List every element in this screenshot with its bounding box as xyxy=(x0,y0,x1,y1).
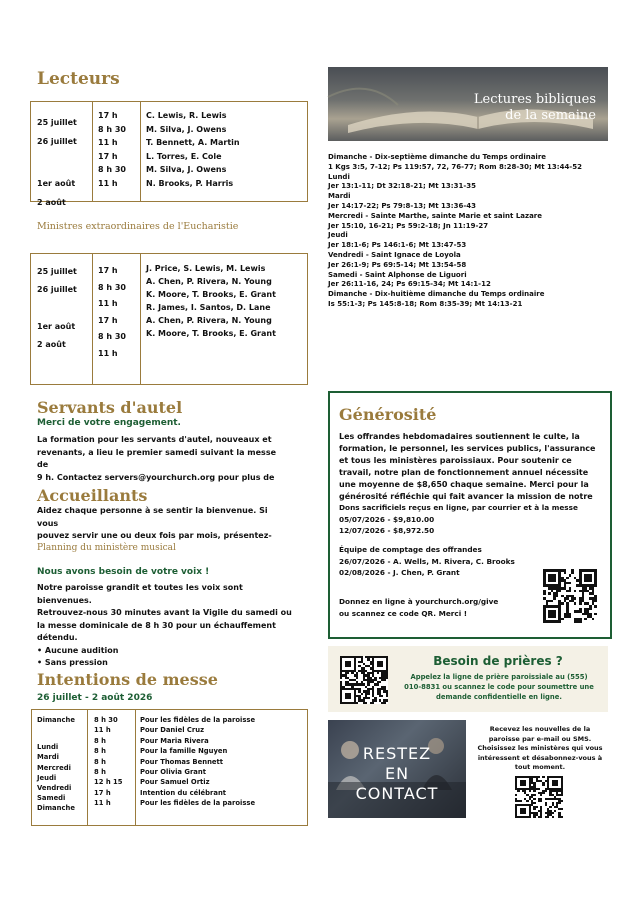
generosity-line: travail, notre plan de fonctionnement annuel nécessite xyxy=(339,468,589,477)
reading-line: Jer 26:11-16, 24; Ps 69:15-34; Mt 14:1-12 xyxy=(328,280,491,289)
contact-line: intéressent et désabonnez-vous à xyxy=(477,753,603,762)
date-cell: 26 juillet xyxy=(37,137,77,146)
generosity-heading: Générosité xyxy=(339,405,437,424)
time-cell: 17 h xyxy=(98,151,118,161)
intention-cell: Pour les fidèles de la paroisse xyxy=(140,799,256,808)
servers-subheading: Merci de votre engagement. xyxy=(37,418,181,428)
time-cell: 11 h xyxy=(94,799,111,808)
names-cell: J. Price, S. Lewis, M. Lewis xyxy=(146,264,266,273)
intention-cell: Pour Thomas Bennett xyxy=(140,757,224,766)
reading-line: Jer 15:10, 16-21; Ps 59:2-18; Jn 11:19-27 xyxy=(328,221,489,230)
time-cell: 11 h xyxy=(98,299,118,308)
music-line: • Sans pression xyxy=(37,658,108,667)
contact-line: paroisse par e-mail ou SMS. xyxy=(488,734,592,743)
reading-line: Vendredi - Saint Ignace de Loyola xyxy=(328,250,461,259)
names-cell: A. Chen, P. Rivera, N. Young xyxy=(146,277,272,286)
day-cell: Samedi xyxy=(37,794,66,803)
time-cell: 8 h 30 xyxy=(98,282,126,292)
contact-qr-code[interactable] xyxy=(515,776,563,818)
music-line: bienvenues. xyxy=(37,595,92,605)
readings-banner xyxy=(328,67,608,141)
time-cell: 8 h xyxy=(94,747,106,756)
generosity-line: une moyenne de $8,650 chaque semaine. Merci pour la xyxy=(339,480,589,489)
date-cell: 1er août xyxy=(37,179,76,188)
intention-cell: Pour la famille Nguyen xyxy=(140,747,228,756)
generosity-line: formation, le personnel, les services publics, l'assurance xyxy=(339,444,596,453)
time-cell: 17 h xyxy=(98,266,118,275)
ushers-line: vous xyxy=(37,518,59,528)
music-line: Notre paroisse grandit et toutes les voix sont xyxy=(37,583,243,592)
servers-line: La formation pour les servants d'autel, nouveaux et xyxy=(37,435,272,444)
music-line: • Aucune audition xyxy=(37,645,119,655)
names-cell: M. Silva, J. Owens xyxy=(146,165,227,174)
reading-line: Dimanche - Dix-huitième dimanche du Temps ordinaire xyxy=(328,290,545,299)
readings-list xyxy=(328,153,582,310)
date-cell xyxy=(37,299,77,318)
generosity-box xyxy=(328,391,612,639)
time-cell: 8 h 30 xyxy=(94,716,118,724)
intentions-list xyxy=(140,715,255,809)
reading-line: Mercredi - Sainte Marthe, sainte Marie et saint Lazare xyxy=(328,211,542,220)
date-cell: 2 août xyxy=(37,340,66,349)
names-cell: C. Lewis, R. Lewis xyxy=(146,111,227,120)
time-cell: 8 h 30 xyxy=(98,124,126,134)
date-cell: 26 juillet xyxy=(37,285,77,294)
intention-cell: Pour Daniel Cruz xyxy=(140,726,205,735)
online-giving-label: Dons sacrificiels reçus en ligne, par courrier et à la messe xyxy=(339,503,578,512)
eucharist-heading: Ministres extraordinaires de l'Eucharistie xyxy=(37,221,239,232)
ushers-body xyxy=(37,505,302,538)
date-cell: 1er août xyxy=(37,322,76,331)
date-cell: 2 août xyxy=(37,198,66,207)
servers-line: de xyxy=(37,460,49,469)
time-cell: 8 h xyxy=(94,757,106,766)
reading-line: Dimanche - Dix-septième dimanche du Temps ordinaire xyxy=(328,153,547,161)
lectors-times xyxy=(98,109,126,190)
generosity-body xyxy=(339,431,601,501)
time-cell: 8 h xyxy=(94,768,106,777)
lectors-dates xyxy=(37,113,77,212)
time-cell: 11 h xyxy=(98,138,118,147)
intention-cell: Pour Maria Rivera xyxy=(140,736,209,745)
names-cell: L. Torres, E. Cole xyxy=(146,151,222,161)
reading-line: Jer 13:1-11; Dt 32:18-21; Mt 13:31-35 xyxy=(328,182,476,191)
generosity-line: et tous les ministères paroissiaux. Pour soutenir ce xyxy=(339,456,572,465)
prayer-qr-code[interactable] xyxy=(340,656,388,704)
intentions-days xyxy=(37,715,75,814)
servers-heading: Servants d'autel xyxy=(37,398,183,417)
intentions-heading: Intentions de messe xyxy=(37,670,218,689)
reading-line: Samedi - Saint Alphonse de Liguori xyxy=(328,270,467,279)
give-qr-code[interactable] xyxy=(543,569,597,623)
intention-cell: Intention du célébrant xyxy=(140,788,227,797)
intentions-table xyxy=(31,709,308,826)
date-cell: 25 juillet xyxy=(37,118,77,127)
servers-line: 9 h. Contactez servers@yourchurch.org pour plus de xyxy=(37,472,275,482)
ushers-line: pouvez servir une ou deux fois par mois, présentez- xyxy=(37,531,272,540)
lectors-names xyxy=(146,109,240,190)
intention-cell: Pour Samuel Ortiz xyxy=(140,778,210,787)
contact-body xyxy=(472,725,608,773)
intentions-times xyxy=(94,715,123,809)
day-cell xyxy=(37,725,75,742)
reading-line: Jer 14:17-22; Ps 79:8-13; Mt 13:36-43 xyxy=(328,201,476,210)
counting-team xyxy=(339,544,515,579)
give-line[interactable]: Donnez en ligne à yourchurch.org/give xyxy=(339,597,499,606)
prayer-line: demande confidentielle en ligne. xyxy=(436,693,562,701)
online-giving-row: 05/07/2026 - $9,810.00 xyxy=(339,514,435,524)
music-line: détendu. xyxy=(37,633,78,642)
music-heading: Planning du ministère musical xyxy=(37,543,176,553)
time-cell: 8 h 30 xyxy=(98,165,126,174)
online-giving xyxy=(339,502,578,537)
servers-line: revenants, a lieu le premier samedi suivant la messe xyxy=(37,447,276,457)
contact-line: Recevez les nouvelles de la xyxy=(489,725,591,733)
intentions-subheading: 26 juillet - 2 août 2026 xyxy=(37,693,153,703)
time-cell: 11 h xyxy=(98,178,118,188)
give-online xyxy=(339,596,498,619)
day-cell: Mardi xyxy=(37,753,59,762)
counting-team-label: Équipe de comptage des offrandes xyxy=(339,545,482,554)
day-cell: Vendredi xyxy=(37,784,72,792)
intention-cell: Pour les fidèles de la paroisse xyxy=(140,716,256,724)
eucharist-times xyxy=(98,263,126,362)
day-cell: Lundi xyxy=(37,743,59,752)
readings-title xyxy=(474,92,596,124)
time-cell: 11 h xyxy=(98,348,118,358)
music-subheading: Nous avons besoin de votre voix ! xyxy=(37,567,210,577)
music-line: Retrouvez-nous 30 minutes avant la Vigile du samedi ou xyxy=(37,608,292,617)
ushers-line: Aidez chaque personne à se sentir la bienvenue. Si xyxy=(37,506,268,515)
prayer-heading: Besoin de prières ? xyxy=(433,654,563,668)
reading-line: Jeudi xyxy=(328,231,348,240)
servers-body xyxy=(37,434,302,482)
eucharist-names xyxy=(146,262,276,340)
reading-line: Is 55:1-3; Ps 145:8-18; Rom 8:35-39; Mt 14:13-21 xyxy=(328,299,523,308)
prayer-line: Appelez la ligne de prière paroissiale au (555) xyxy=(410,673,588,681)
online-giving-row: 12/07/2026 - $8,972.50 xyxy=(339,526,435,535)
generosity-line: Les offrandes hebdomadaires soutiennent le culte, la xyxy=(339,432,580,441)
music-body xyxy=(37,582,307,667)
reading-line: Jer 26:1-9; Ps 69:5-14; Mt 13:54-58 xyxy=(328,260,467,269)
day-cell: Jeudi xyxy=(37,773,57,782)
generosity-line: générosité réfléchie qui fait avancer la mission de notre xyxy=(339,492,593,501)
readings-title-line: Lectures bibliques xyxy=(473,92,596,107)
music-line: la messe dominicale de 8 h 30 pour un échauffement xyxy=(37,620,276,630)
prayer-body xyxy=(398,672,600,702)
contact-title-line: EN xyxy=(384,764,410,783)
time-cell: 17 h xyxy=(98,315,118,325)
names-cell: K. Moore, T. Brooks, E. Grant xyxy=(146,290,276,299)
reading-line: Lundi xyxy=(328,172,350,181)
names-cell: N. Brooks, P. Harris xyxy=(146,178,234,188)
eucharist-table xyxy=(30,253,308,385)
lectors-table xyxy=(30,101,308,207)
time-cell: 12 h 15 xyxy=(94,778,123,787)
contact-title xyxy=(328,744,466,804)
day-cell: Mercredi xyxy=(37,763,71,772)
lectors-heading: Lecteurs xyxy=(37,69,120,89)
contact-line: Choisissez les ministères qui vous xyxy=(477,744,603,753)
day-cell: Dimanche xyxy=(37,804,75,813)
reading-line: 1 Kgs 3:5, 7-12; Ps 119:57, 72, 76-77; Rom 8:28-30; Mt 13:44-52 xyxy=(328,162,582,171)
names-cell: A. Chen, P. Rivera, N. Young xyxy=(146,316,272,325)
time-cell: 11 h xyxy=(94,726,111,735)
prayer-box xyxy=(328,646,608,712)
date-cell xyxy=(37,151,77,174)
ushers-heading: Accueillants xyxy=(37,486,148,505)
names-cell: T. Bennett, A. Martin xyxy=(146,138,240,147)
day-cell: Dimanche xyxy=(37,716,75,724)
date-cell: 25 juillet xyxy=(37,267,77,276)
reading-line: Mardi xyxy=(328,192,351,201)
eucharist-dates xyxy=(37,263,77,354)
names-cell: K. Moore, T. Brooks, E. Grant xyxy=(146,329,276,338)
intention-cell: Pour Olivia Grant xyxy=(140,768,206,777)
names-cell: M. Silva, J. Owens xyxy=(146,124,227,134)
prayer-line: 010-8831 ou scannez le code pour soumettre une xyxy=(404,683,594,691)
time-cell: 8 h 30 xyxy=(98,332,126,341)
names-cell: R. James, I. Santos, D. Lane xyxy=(146,303,271,312)
time-cell: 17 h xyxy=(94,788,111,797)
give-line: ou scannez ce code QR. Merci ! xyxy=(339,608,468,618)
contact-line: tout moment. xyxy=(514,763,566,772)
counting-team-row: 02/08/2026 - J. Chen, P. Grant xyxy=(339,568,460,577)
contact-title-line: CONTACT xyxy=(355,784,439,803)
readings-title-line: de la semaine xyxy=(505,108,596,123)
time-cell: 17 h xyxy=(98,111,118,120)
time-cell: 8 h xyxy=(94,736,106,745)
counting-team-row: 26/07/2026 - A. Wells, M. Rivera, C. Brooks xyxy=(339,556,515,566)
contact-title-line: RESTEZ xyxy=(362,744,432,763)
contact-banner xyxy=(328,720,466,818)
reading-line: Jer 18:1-6; Ps 146:1-6; Mt 13:47-53 xyxy=(328,241,467,250)
